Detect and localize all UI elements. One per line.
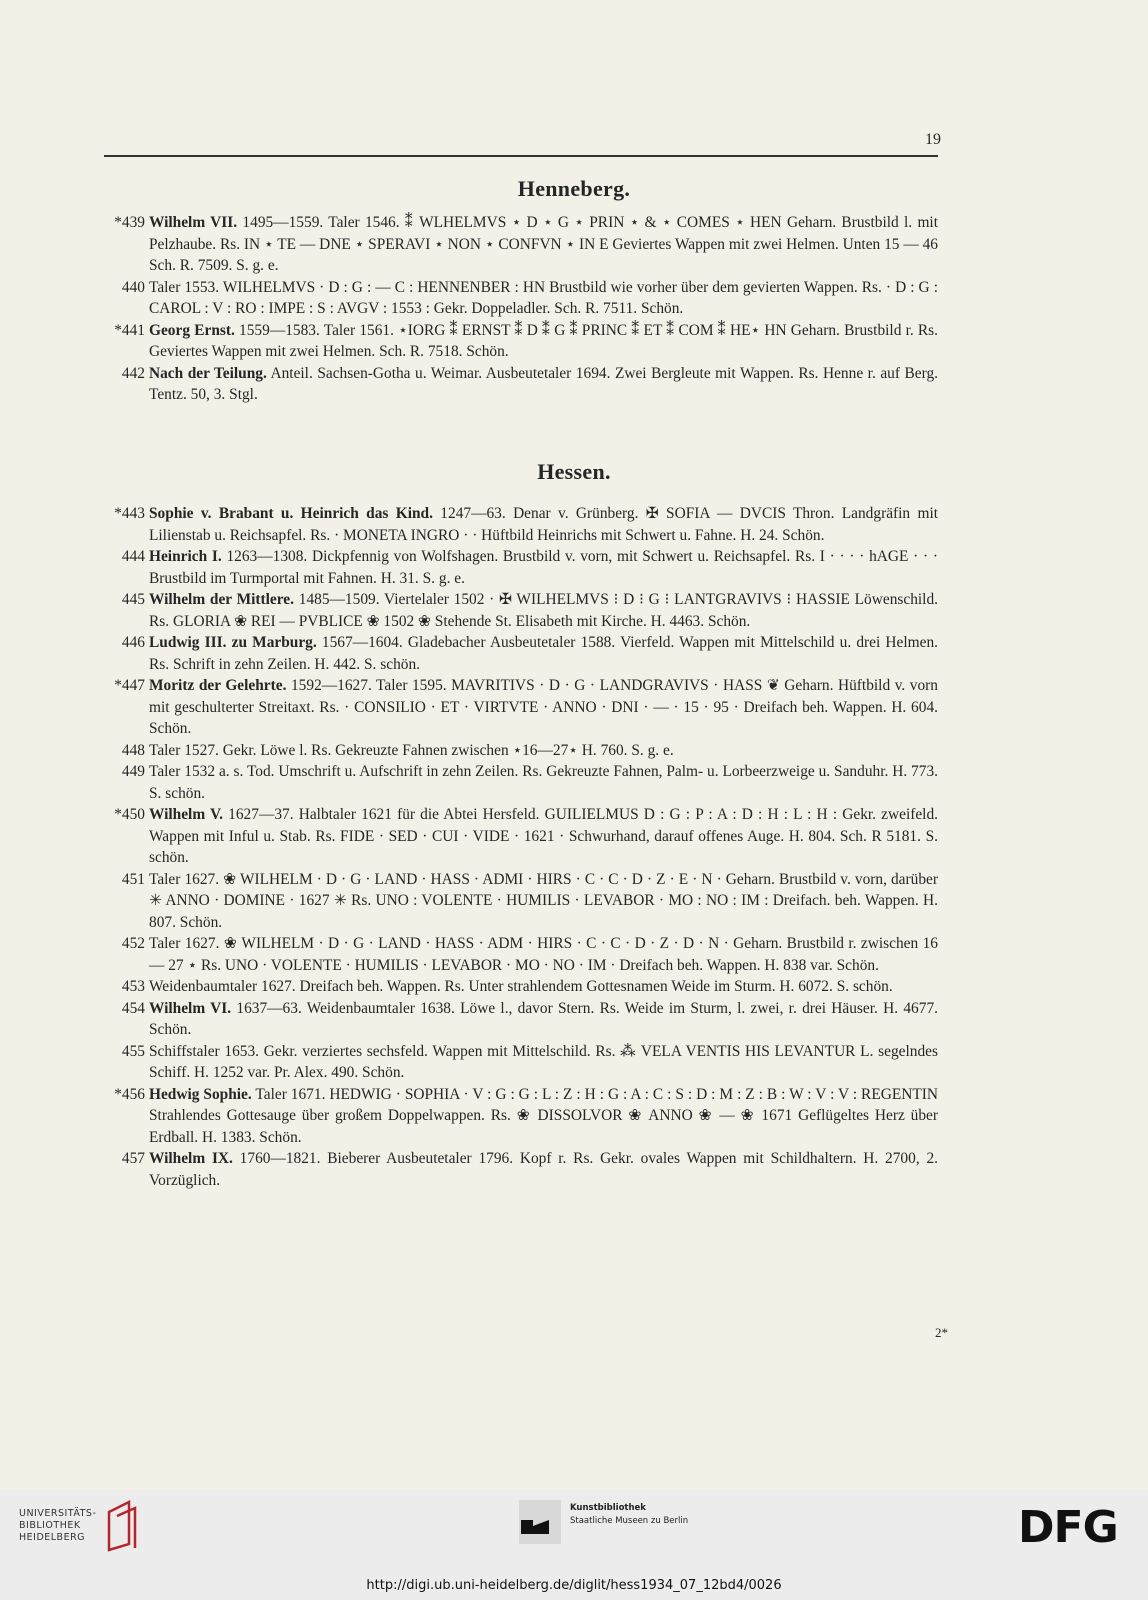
catalog-entry [104, 632, 938, 675]
catalog-entry [104, 761, 938, 804]
ruler-name: Georg Ernst. [149, 321, 235, 339]
entry-description [149, 1084, 938, 1149]
ruler-name: Hedwig Sophie. [149, 1085, 252, 1103]
entry-text: Taler 1671. HEDWIG · SOPHIA · V : G : G : L : Z : H : G : A : C : S : D : M : Z : B : W : V : V : REGENTIN Strahlendes Gottesauge über großem Doppelwappen. Rs. ❀ DISSOLVOR ❀ ANNO ❀ — ❀ 1671 Geflügeltes Herz über Erdball. H. 1383. Schön. [149, 1085, 938, 1146]
entry-description [149, 363, 938, 406]
entries-henneberg [104, 212, 938, 406]
university-line: UNIVERSITÄTS- [19, 1508, 97, 1519]
entry-text: 1559—1583. Taler 1561. ⋆IORG ⁑ ERNST ⁑ D ⁑ G ⁑ PRINC ⁑ ET ⁑ COM ⁑ HE⋆ HN Geharn. Brustbild r. Rs. Geviertes Wappen mit zwei Helmen. Sch. R. 7518. Schön. [149, 321, 938, 360]
ruler-name: Wilhelm V. [149, 806, 224, 823]
catalog-entry [104, 804, 938, 869]
catalog-entry [104, 869, 938, 934]
entry-description [149, 740, 938, 762]
entry-text: Taler 1532 a. s. Tod. Umschrift u. Aufschrift in zehn Zeilen. Rs. Gekreuzte Fahnen, Palm- u. Lorbeerzweige u. Sanduhr. H. 773. S. schön. [149, 763, 938, 802]
entry-text: 1637—63. Weidenbaumtaler 1638. Löwe l., davor Stern. Rs. Weide im Sturm, l. zwei, r. drei Häuser. H. 4677. Schön. [149, 999, 938, 1038]
source-url[interactable]: http://digi.ub.uni-heidelberg.de/diglit/hess1934_07_12bd4/0026 [366, 1578, 782, 1593]
catalog-entry [104, 320, 938, 363]
catalog-entry [104, 212, 938, 277]
entry-number: 440 [121, 278, 145, 296]
header-rule [104, 155, 938, 157]
entry-description [149, 632, 938, 675]
entry-number: 449 [121, 763, 145, 780]
entry-number: 448 [121, 741, 145, 759]
entry-number: 442 [121, 364, 145, 382]
catalog-entry [104, 998, 938, 1041]
entry-description [149, 546, 938, 589]
entry-description [149, 320, 938, 363]
kunstbibliothek-subtitle: Staatliche Museen zu Berlin [570, 1516, 689, 1526]
entry-text: Weidenbaumtaler 1627. Dreifach beh. Wappen. Rs. Unter strahlendem Gottesnamen Weide im Sturm. H. 6072. S. schön. [149, 978, 893, 995]
entry-text: Anteil. Sachsen-Gotha u. Weimar. Ausbeutetaler 1694. Zwei Bergleute mit Wappen. Rs. Henne r. auf Berg. Tentz. 50, 3. Stgl. [149, 364, 938, 403]
catalog-entry [104, 740, 938, 762]
entry-number: 446 [121, 634, 145, 651]
kunstbibliothek-label [570, 1502, 688, 1528]
entry-text: 1495—1559. Taler 1546. ⁑ WLHELMVS ⋆ D ⋆ G ⋆ PRIN ⋆ & ⋆ COMES ⋆ HEN Geharn. Brustbild l. mit Pelzhaube. Rs. IN ⋆ TE — DNE ⋆ SPERAVI ⋆ NON ⋆ CONFVN ⋆ IN E Geviertes Wappen mit zwei Helmen. Unten 15 — 46 Sch. R. 7509. S. g. e. [149, 214, 938, 274]
catalog-entry [104, 976, 938, 998]
section-title-hessen: Hessen. [537, 459, 611, 484]
catalog-entry [104, 363, 938, 406]
section-title-henneberg: Henneberg. [517, 176, 631, 201]
kunstbibliothek-logo-icon [519, 1500, 561, 1544]
entry-description [149, 1041, 938, 1084]
ruler-name: Nach der Teilung. [149, 364, 267, 382]
catalog-entry [104, 675, 938, 740]
ruler-name: Wilhelm der Mittlere. [149, 591, 294, 608]
ruler-name: Sophie v. Brabant u. Heinrich das Kind. [149, 505, 433, 522]
catalog-entry [104, 546, 938, 589]
entry-text: 1627—37. Halbtaler 1621 für die Abtei Hersfeld. GUILIELMUS D : G : P : A : D : H : L : H : Gekr. zweifeld. Wappen mit Inful u. Stab. Rs. FIDE · SED · CUI · VIDE · 1621 · Schwurhand, darauf offenes Auge. H. 804. Sch. R 5181. S. schön. [149, 806, 938, 866]
entry-text: Taler 1627. ❀ WILHELM · D · G · LAND · HASS · ADMI · HIRS · C · C · D · Z · E · N · Geharn. Brustbild v. vorn, darüber ✳ ANNO · DOMINE · 1627 ✳ Rs. UNO : VOLENTE · HUMILIS · LEVABOR · MO : NO : IM : Dreifach. beh. Wappen. H. 807. Schön. [149, 870, 938, 931]
catalog-entry [104, 277, 938, 320]
entries-hessen [104, 503, 938, 1191]
entry-number: *447 [114, 677, 145, 694]
kunstbibliothek-title: Kunstbibliothek [570, 1503, 646, 1513]
footer-bar [0, 1490, 1148, 1600]
catalog-entry [104, 589, 938, 632]
entry-description [149, 976, 938, 998]
ruler-name: Heinrich I. [149, 548, 222, 565]
entry-number: 451 [121, 870, 145, 888]
entry-text: 1567—1604. Gladebacher Ausbeutetaler 1588. Vierfeld. Wappen mit Mittelschild u. drei Helmen. Rs. Schrift in zehn Zeilen. H. 442. S. schön. [149, 634, 938, 673]
university-line: HEIDELBERG [19, 1532, 86, 1543]
ruler-name: Moritz der Gelehrte. [149, 677, 287, 694]
entry-text: 1760—1821. Bieberer Ausbeutetaler 1796. Kopf r. Rs. Gekr. ovales Wappen mit Schildhaltern. H. 2700, 2. Vorzüglich. [149, 1150, 938, 1189]
entry-text: 1263—1308. Dickpfennig von Wolfshagen. Brustbild v. vorn, mit Schwert u. Reichsapfel. Rs. I · · · · hAGE · · · Brustbild im Turmportal mit Fahnen. H. 31. S. g. e. [149, 548, 938, 587]
entry-description [149, 503, 938, 546]
page-number: 19 [925, 131, 941, 148]
entry-number: 452 [121, 935, 145, 952]
ruler-name: Wilhelm IX. [149, 1150, 233, 1167]
entry-number: 455 [121, 1042, 145, 1060]
catalog-entry [104, 1084, 938, 1149]
ruler-name: Wilhelm VI. [149, 999, 232, 1017]
ruler-name: Wilhelm VII. [149, 214, 238, 231]
entry-text: 1485—1509. Viertelaler 1502 · ✠ WILHELMVS ⁝ D ⁝ G ⁝ LANTGRAVIVS ⁝ HASSIE Löwenschild. Rs. GLORIA ❀ REI — PVBLICE ❀ 1502 ❀ Stehende St. Elisabeth mit Kirche. H. 4463. Schön. [149, 591, 939, 630]
entry-description [149, 804, 938, 869]
entry-text: Taler 1527. Gekr. Löwe l. Rs. Gekreuzte Fahnen zwischen ⋆16—27⋆ H. 760. S. g. e. [149, 741, 674, 759]
catalog-entry [104, 1041, 938, 1084]
entry-number: 457 [121, 1150, 145, 1167]
university-line: BIBLIOTHEK [19, 1520, 81, 1531]
entry-description [149, 933, 938, 976]
dfg-logo: DFG [1018, 1502, 1118, 1553]
ruler-name: Ludwig III. zu Marburg. [149, 634, 317, 651]
entry-number: 454 [121, 999, 145, 1017]
entry-number: 445 [121, 591, 145, 608]
catalog-entry [104, 503, 938, 546]
entry-number: *441 [114, 321, 145, 339]
entry-text: 1247—63. Denar v. Grünberg. ✠ SOFIA — DVCIS Thron. Landgräfin mit Lilienstab u. Reichsapfel. Rs. · MONETA INGRO · · Hüftbild Heinrichs mit Schwert u. Fahne. H. 24. Schön. [149, 505, 938, 544]
catalog-entry [104, 933, 938, 976]
entry-number: 444 [121, 548, 145, 565]
entry-number: *450 [114, 806, 145, 823]
entry-description [149, 277, 938, 320]
entry-text: Schiffstaler 1653. Gekr. verziertes sechsfeld. Wappen mit Mittelschild. Rs. ⁂ VELA VENTIS HIS LEVANTUR L. segelndes Schiff. H. 1252 var. Pr. Alex. 490. Schön. [149, 1042, 938, 1081]
entry-description [149, 998, 938, 1041]
university-logo-icon [105, 1500, 139, 1552]
catalog-entry [104, 1148, 938, 1191]
entry-description [149, 761, 938, 804]
entry-description [149, 1148, 938, 1191]
entry-text: 1592—1627. Taler 1595. MAVRITIVS · D · G · LANDGRAVIVS · HASS ❦ Geharn. Hüftbild v. vorn mit geschulterter Streitaxt. Rs. · CONSILIO · ET · VIRTVTE · ANNO · DNI · — · 15 · 95 · Dreifach beh. Wappen. H. 604. Schön. [149, 677, 938, 737]
entry-number: *439 [114, 214, 145, 231]
entry-description [149, 212, 938, 277]
signature-mark: 2* [935, 1325, 948, 1340]
entry-description [149, 589, 938, 632]
entry-description [149, 675, 938, 740]
entry-text: Taler 1627. ❀ WILHELM · D · G · LAND · HASS · ADM · HIRS · C · C · D · Z · D · N · Geharn. Brustbild r. zwischen 16 — 27 ⋆ Rs. UNO · VOLENTE · HUMILIS · LEVABOR · MO · NO · IM · Dreifach beh. Wappen. H. 838 var. Schön. [149, 935, 938, 974]
entry-description [149, 869, 938, 934]
entry-number: 453 [121, 978, 145, 995]
entry-number: *456 [114, 1085, 145, 1103]
entry-number: *443 [114, 505, 145, 522]
entry-text: Taler 1553. WILHELMVS · D : G : — C : HENNENBER : HN Brustbild wie vorher über dem gevierten Wappen. Rs. · D : G : CAROL : V : RO : IMPE : S : AVGV : 1553 : Gekr. Doppeladler. Sch. R. 7511. Schön. [149, 278, 938, 317]
university-library-label [19, 1508, 96, 1544]
